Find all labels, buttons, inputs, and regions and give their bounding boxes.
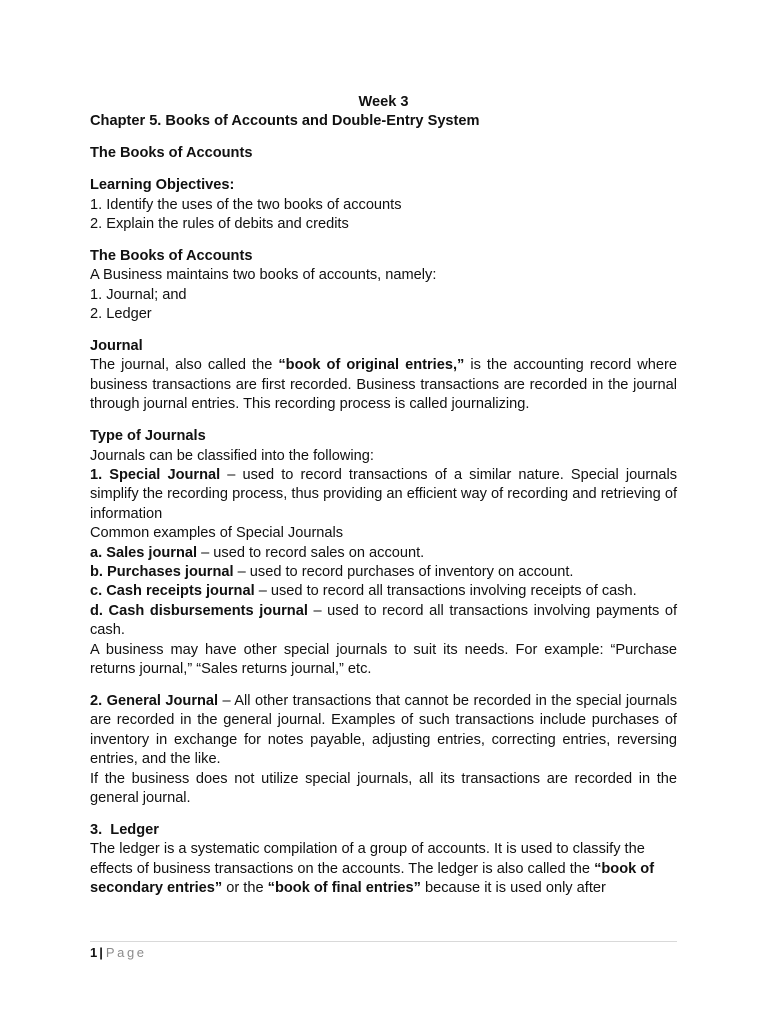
example-item xyxy=(90,544,677,563)
ledger-term: “book of secondary entries” xyxy=(90,860,655,897)
journal-term: “book of original entries,” xyxy=(278,357,465,374)
journal-paragraph xyxy=(90,356,677,414)
page-body xyxy=(90,93,677,899)
ledger-term: “book of final entries” xyxy=(267,880,421,897)
ledger-text: or the xyxy=(222,880,268,897)
ledger-text: because it is used only after xyxy=(420,880,606,897)
special-journal-label: 1. Special Journal xyxy=(90,467,221,483)
footer-separator: | xyxy=(99,945,103,960)
journal-text: The journal, also called the xyxy=(90,357,279,374)
example-label: c. Cash receipts journal xyxy=(90,583,255,600)
ledger-paragraph xyxy=(90,840,677,898)
page-label: Page xyxy=(105,945,147,960)
example-text: – used to record all transactions involving payments of cash. xyxy=(90,602,677,639)
general-journal-paragraph xyxy=(90,692,677,770)
books-heading: The Books of Accounts xyxy=(90,247,253,264)
general-journal-label: 2. General Journal xyxy=(90,692,219,709)
example-text: – used to record all transactions involving receipts of cash. xyxy=(254,583,637,600)
types-intro: Journals can be classified into the following: xyxy=(90,447,374,464)
examples-intro: Common examples of Special Journals xyxy=(90,525,344,542)
section-title: The Books of Accounts xyxy=(90,145,253,162)
chapter-heading: Chapter 5. Books of Accounts and Double-Entry System xyxy=(90,113,480,130)
example-label: a. Sales journal xyxy=(90,544,198,561)
objective-item: 2. Explain the rules of debits and credits xyxy=(90,216,349,233)
example-label: d. Cash disbursements journal xyxy=(90,602,308,619)
objectives-heading: Learning Objectives: xyxy=(90,177,235,194)
example-text: – used to record sales on account. xyxy=(197,544,425,561)
example-item xyxy=(90,602,677,641)
general-journal-note: If the business does not utilize special journals, all its transactions are recorded in the general journal. xyxy=(90,770,677,806)
week-title: Week 3 xyxy=(358,94,409,110)
page-footer xyxy=(90,941,677,960)
books-item: 1. Journal; and xyxy=(90,286,187,303)
types-heading: Type of Journals xyxy=(90,428,206,445)
example-text: – used to record purchases of inventory on account. xyxy=(233,564,574,581)
example-item xyxy=(90,563,677,582)
books-intro: A Business maintains two books of accounts, namely: xyxy=(90,267,437,284)
general-journal-text: – All other transactions that cannot be recorded in the special journals are recorded in the general journal. Examples of such transactions include purchases of inventory in exchange for notes payable, adjusting entries, correcting entries, reversing entries, and the like. xyxy=(90,692,677,768)
example-label: b. Purchases journal xyxy=(90,564,234,581)
ledger-text: The ledger is a systematic compilation of a group of accounts. It is used to classify the effects of business transactions on the accounts. The ledger is also called the xyxy=(90,841,645,877)
special-journal-paragraph xyxy=(90,466,677,524)
books-item: 2. Ledger xyxy=(90,306,152,323)
journal-text: is the accounting record where business transactions are first recorded. Business transactions are recorded in the journal through journal entries. This recording process is called journalizing. xyxy=(90,357,677,413)
objective-item: 1. Identify the uses of the two books of accounts xyxy=(90,196,402,213)
page-number: 1 xyxy=(90,945,98,960)
journal-heading: Journal xyxy=(90,338,143,355)
ledger-heading: 3. Ledger xyxy=(90,821,159,838)
other-journals-paragraph: A business may have other special journals to suit its needs. For example: “Purchase returns journal,” “Sales returns journal,” etc. xyxy=(90,641,677,678)
example-item xyxy=(90,582,677,601)
special-journal-text: – used to record transactions of a similar nature. Special journals simplify the recording process, thus providing an efficient way of recording and retrieving of information xyxy=(90,467,677,522)
